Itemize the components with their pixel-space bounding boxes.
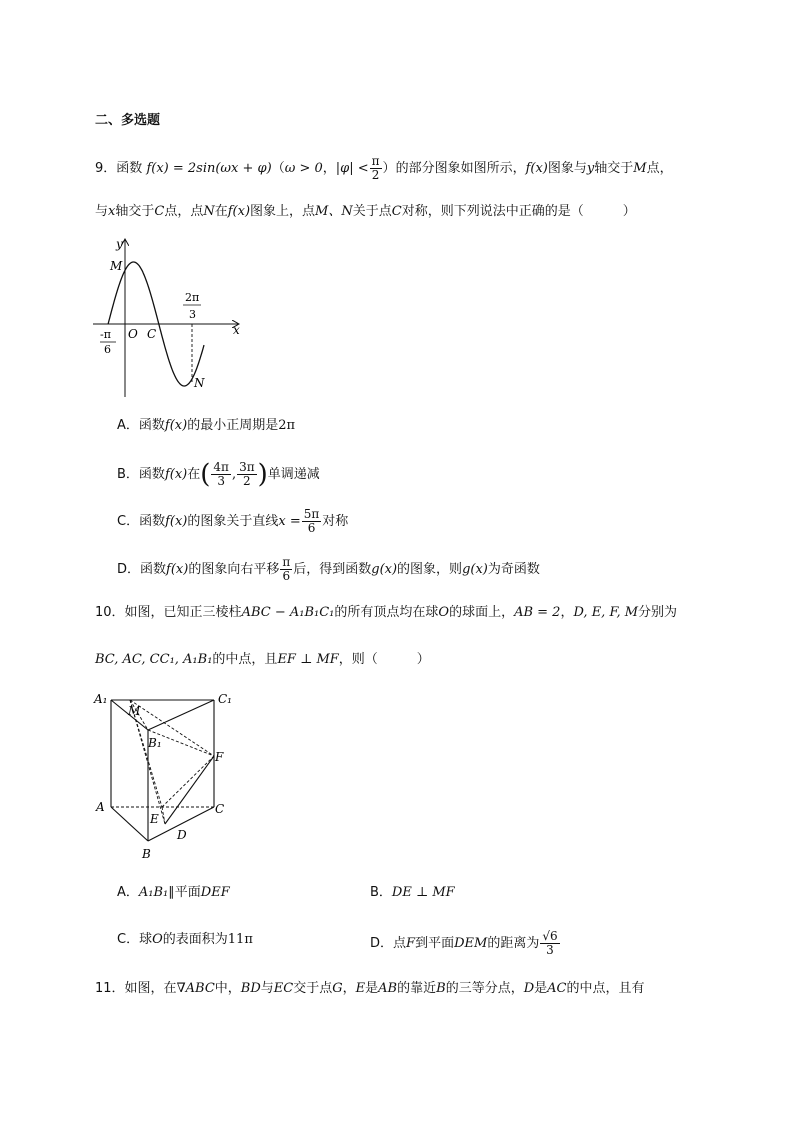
label-x: x [233, 323, 240, 337]
label-A: A [96, 800, 105, 814]
q10-line2: BC, AC, CC₁, A₁B₁的中点，且EF ⊥ MF，则（ ） [95, 652, 430, 667]
q10-prism-figure [88, 683, 248, 865]
label-D: D [177, 828, 187, 842]
q9-function: f(x) = 2sin(ωx + φ) [146, 161, 272, 176]
q10-option-d[interactable]: D．点F到平面DEM的距离为 $\frac{√6}{3}$ [370, 929, 558, 957]
label-B: B [142, 847, 151, 861]
label-M: M [110, 259, 123, 273]
q9-line2: 与x轴交于C点，点N在f(x)图象上，点M、N关于点C对称，则下列说法中正确的是（ ） [95, 204, 636, 219]
q11-number: 11． [95, 981, 125, 996]
label-C: C [215, 802, 225, 816]
label-C1: C₁ [218, 692, 232, 706]
label-N: N [194, 376, 205, 390]
q9-option-a[interactable]: A．函数f(x)的最小正周期是2π [117, 418, 296, 433]
label-M: M [128, 704, 141, 718]
label-neg-pi: -π [100, 328, 111, 341]
label-y: y [116, 237, 123, 251]
label-F: F [215, 750, 224, 764]
label-O: O [128, 327, 138, 341]
q9-sine-graph [88, 232, 258, 402]
label-A1: A₁ [94, 692, 108, 706]
q10-line1: 10．如图，已知正三棱柱ABC − A₁B₁C₁的所有顶点均在球O的球面上，AB = 2，D, E, F, M分别为 [95, 605, 678, 620]
label-3: 3 [189, 308, 196, 321]
q9-option-c[interactable]: C．函数f(x)的图象关于直线x = $\frac{5\pi}{6}$ 对称 [117, 507, 349, 535]
label-2pi: 2π [185, 291, 200, 304]
q9-number: 9． [95, 161, 117, 176]
q10-option-b[interactable]: B．DE ⊥ MF [370, 885, 455, 900]
q11-line1: 11．如图，在∇ABC中，BD与EC交于点G，E是AB的靠近B的三等分点，D是AC的中点，且有 [95, 981, 645, 996]
section-title: 二、多选题 [95, 113, 161, 128]
q10-option-a[interactable]: A．A₁B₁∥平面DEF [117, 885, 230, 900]
label-6: 6 [104, 343, 111, 356]
q9-option-b[interactable]: B．函数f(x)在( $\frac{4\pi}{3}$ , $\frac{3\pi}{2}$ )单调递减 [117, 459, 320, 490]
label-E: E [150, 812, 159, 826]
q10-number: 10． [95, 605, 125, 620]
q10-option-c[interactable]: C．球O的表面积为11π [117, 932, 253, 947]
label-B1: B₁ [148, 736, 162, 750]
label-C: C [147, 327, 157, 341]
q9-option-d[interactable]: D．函数f(x)的图象向右平移 $\frac{\pi}{6}$ 后，得到函数g(x)的图象，则g(x)为奇函数 [117, 555, 540, 583]
q9-line1: 9．函数 f(x) = 2sin(ωx + φ)（ω > 0，|φ| < $\frac{\pi}{2}$ ）的部分图象如图所示，f(x)图象与y轴交于M点， [95, 154, 673, 182]
